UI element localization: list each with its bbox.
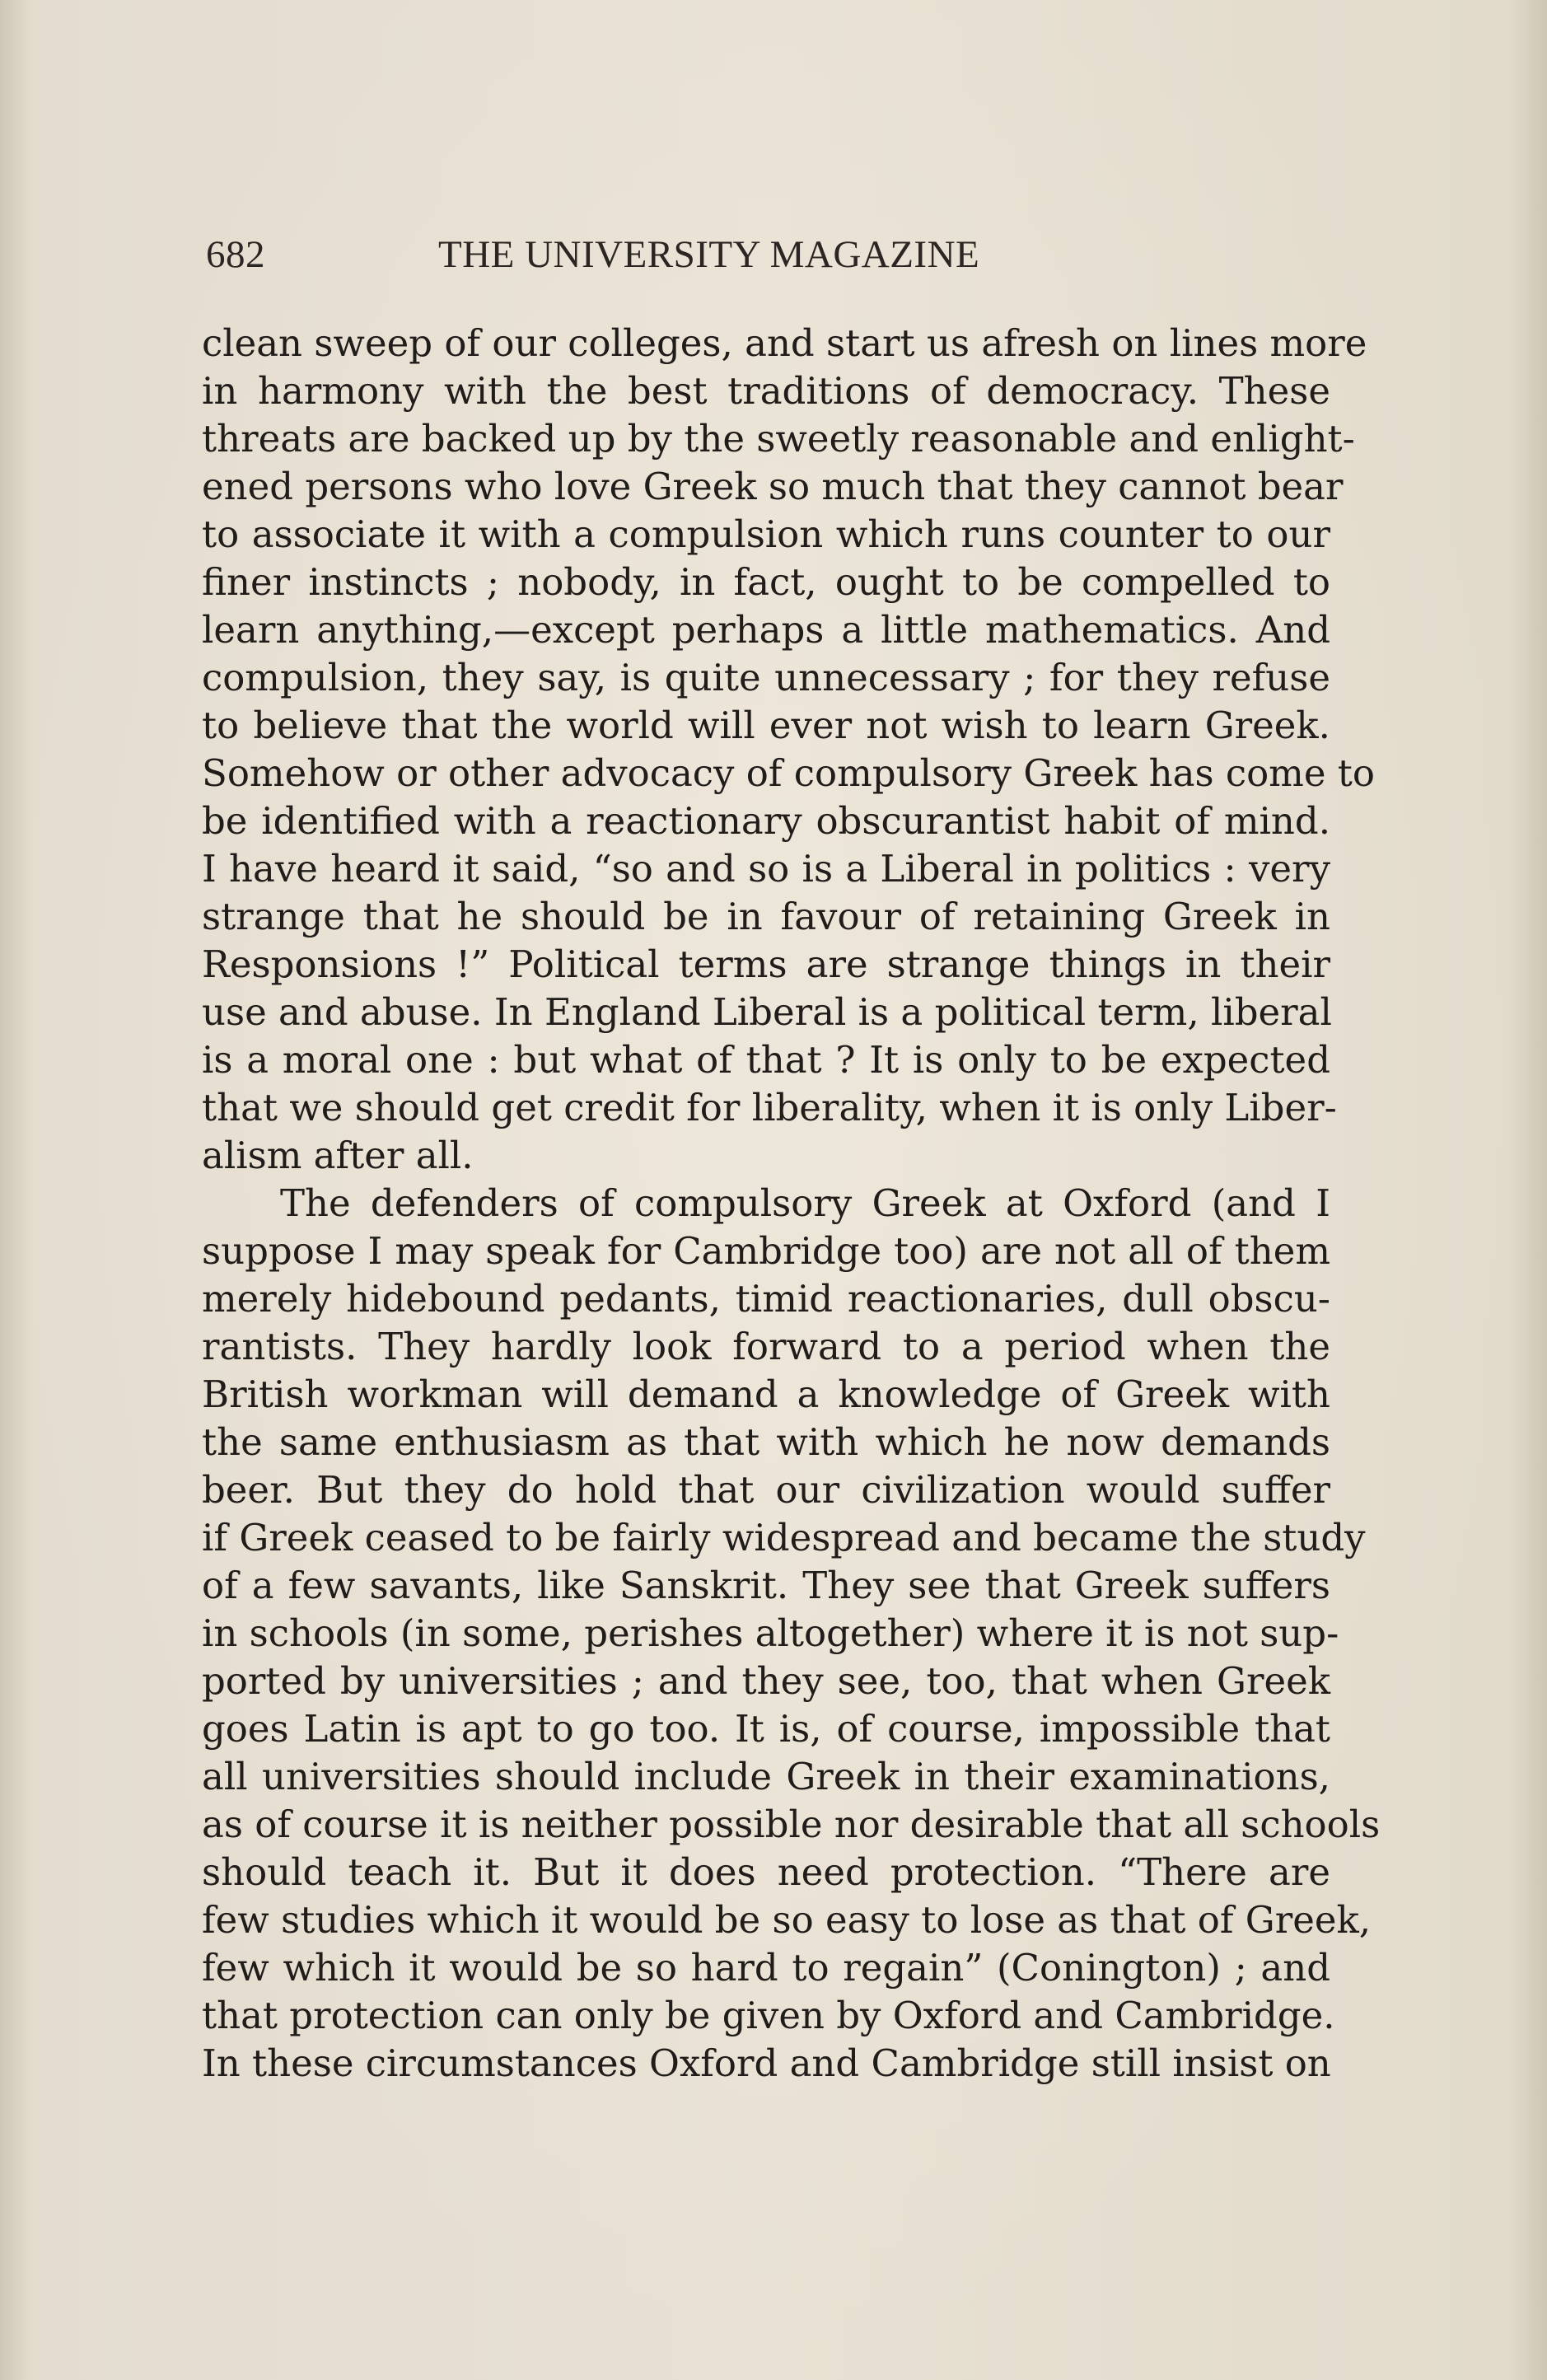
text-line: I have heard it said, “so and so is a Liberal in politics : very [202, 847, 1330, 891]
text-line: the same enthusiasm as that with which he now demands [202, 1420, 1330, 1464]
text-line: finer instincts ; nobody, in fact, ought to be compelled to [202, 560, 1330, 604]
text-line: all universities should include Greek in their examinations, [202, 1755, 1330, 1798]
text-line: rantists. They hardly look forward to a period when the [202, 1325, 1330, 1368]
page-header [206, 232, 1096, 282]
text-line: is a moral one : but what of that ? It is only to be expected [202, 1038, 1330, 1082]
text-line: as of course it is neither possible nor desirable that all schools [202, 1803, 1381, 1846]
paragraph-start-line: The defenders of compulsory Greek at Oxford (and I [280, 1181, 1330, 1225]
text-line: should teach it. But it does need protection. “There are [202, 1850, 1330, 1894]
text-line: of a few savants, like Sanskrit. They see that Greek suffers [202, 1564, 1330, 1607]
text-line: use and abuse. In England Liberal is a political term, liberal [202, 990, 1332, 1034]
text-line: few studies which it would be so easy to lose as that of Greek, [202, 1898, 1372, 1942]
text-line: ported by universities ; and they see, too, that when Greek [202, 1659, 1330, 1703]
text-line: ened persons who love Greek so much that they cannot bear [202, 465, 1344, 508]
bottom-margin [0, 2215, 1547, 2380]
text-line: in schools (in some, perishes altogether) where it is not sup- [202, 1611, 1339, 1655]
text-line: goes Latin is apt to go too. It is, of course, impossible that [202, 1707, 1330, 1751]
text-line: that protection can only be given by Oxford and Cambridge. [202, 1994, 1335, 2037]
text-line: if Greek ceased to be fairly widespread and became the study [202, 1516, 1366, 1559]
text-line: suppose I may speak for Cambridge too) are not all of them [202, 1229, 1330, 1273]
body-text [202, 320, 1381, 2088]
text-line: to believe that the world will ever not wish to learn Greek. [202, 704, 1330, 747]
text-line: in harmony with the best traditions of democracy. These [202, 369, 1330, 413]
running-head: THE UNIVERSITY MAGAZINE [438, 233, 980, 276]
text-line: that we should get credit for liberality, when it is only Liber- [202, 1086, 1337, 1129]
text-line: clean sweep of our colleges, and start us afresh on lines more [202, 321, 1367, 365]
text-line: merely hidebound pedants, timid reactionaries, dull obscu- [202, 1277, 1330, 1321]
text-line: In these circumstances Oxford and Cambridge still insist on [202, 2041, 1331, 2085]
text-line: learn anything,—except perhaps a little mathematics. And [202, 608, 1330, 652]
text-line: threats are backed up by the sweetly reasonable and enlight- [202, 417, 1355, 461]
text-line: few which it would be so hard to regain” (Conington) ; and [202, 1946, 1330, 1990]
text-line: beer. But they do hold that our civilization would suffer [202, 1468, 1330, 1512]
text-line: Responsions !” Political terms are strange things in their [202, 942, 1330, 986]
text-line: be identified with a reactionary obscurantist habit of mind. [202, 799, 1330, 843]
text-line: Somehow or other advocacy of compulsory Greek has come to [202, 751, 1375, 795]
paragraph-end-line: alism after all. [202, 1134, 474, 1177]
text-line: British workman will demand a knowledge of Greek with [202, 1372, 1330, 1416]
text-line: strange that he should be in favour of retaining Greek in [202, 895, 1330, 938]
text-line: compulsion, they say, is quite unnecessary ; for they refuse [202, 656, 1330, 699]
page-number: 682 [206, 233, 265, 276]
text-line: to associate it with a compulsion which runs counter to our [202, 512, 1330, 556]
